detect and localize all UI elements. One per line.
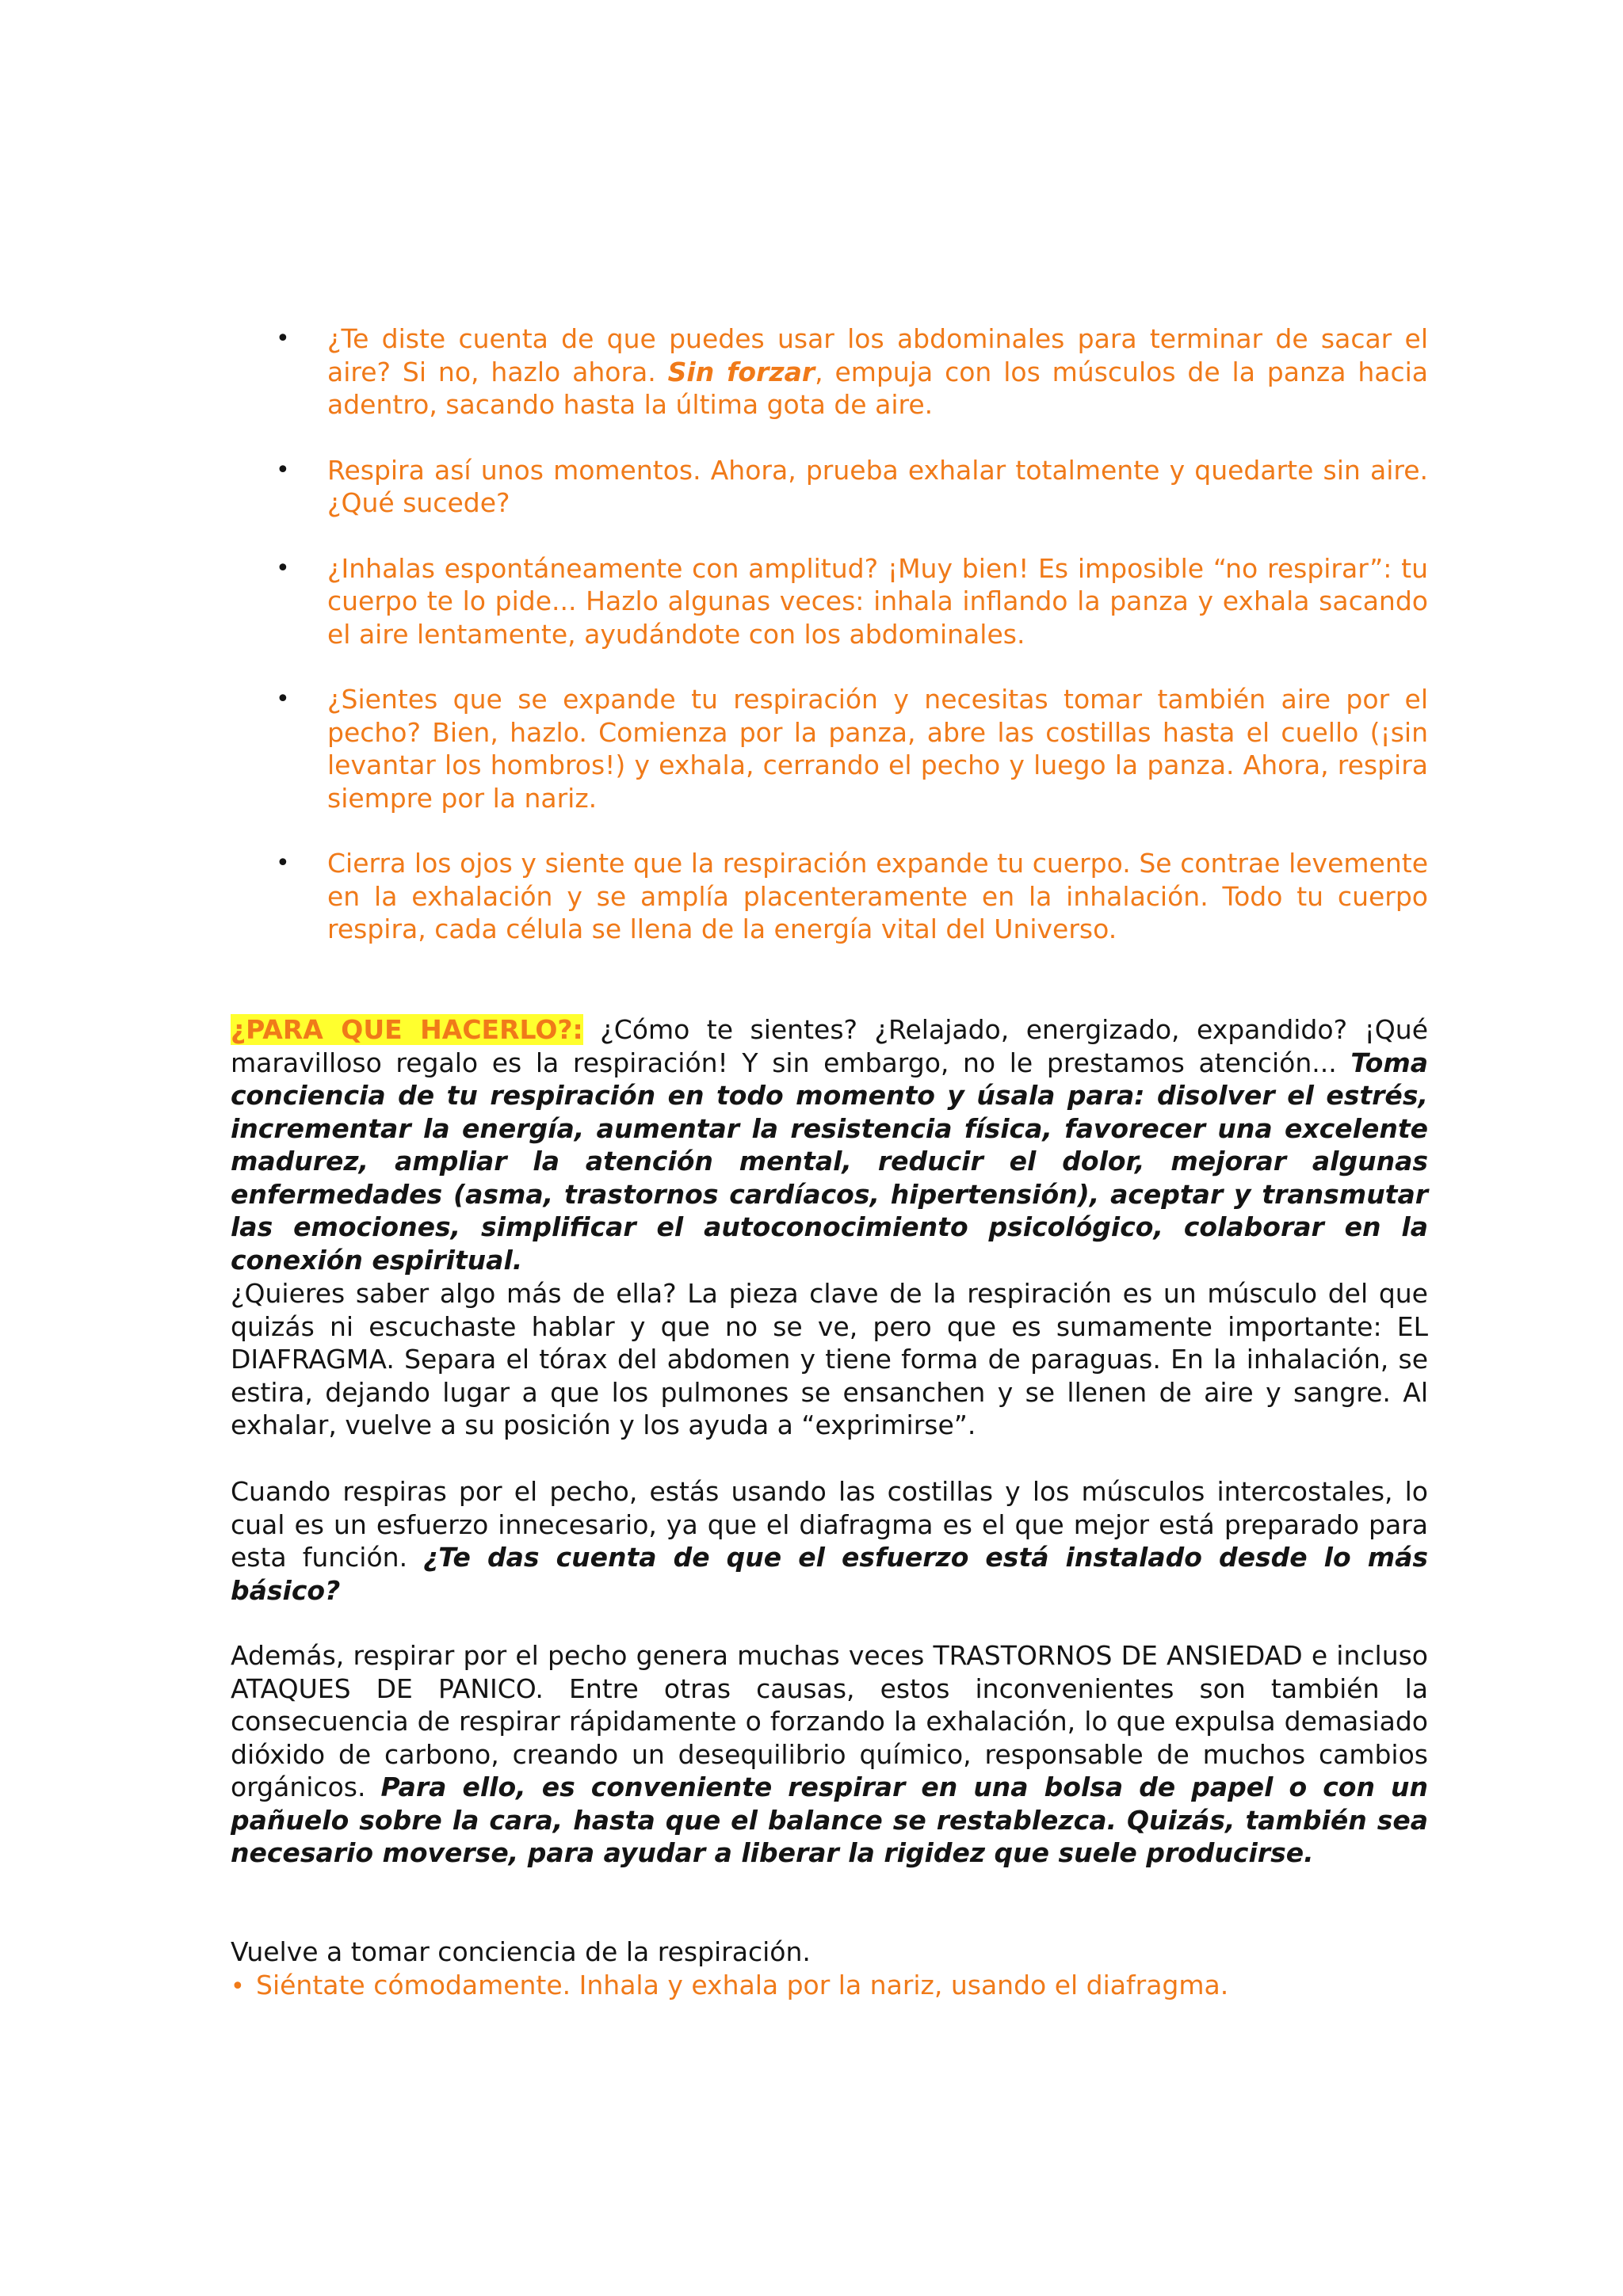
bullet-text: ¿Inhalas espontáneamente con amplitud? ¡Muy bien! Es imposible “no respirar”: tu cuerpo te lo pide... Hazlo algunas veces: inhala inflando la panza y exhala sacando el aire lentamente, ayudándote con los abdominales. (327, 552, 1428, 650)
bullet-emphasis: Sin forzar (667, 356, 815, 387)
ansiedad-text: Además, respirar por el pecho genera muchas veces TRASTORNOS DE ANSIEDAD e incluso ATAQUES DE PANICO. Entre otras causas, estos inconvenientes son también la consecuencia de respirar rápidamente o forzando la exhalación, lo que expulsa demasiado dióxido de carbono, creando un desequilibrio químico, responsable de muchos cambios orgánicos. (231, 1640, 1428, 1802)
bullet-dot-icon: • (276, 554, 290, 582)
pecho-text: Cuando respiras por el pecho, estás usando las costillas y los músculos intercostales, lo cual es un esfuerzo innecesario, ya que el diafragma es el que mejor está preparado para esta función. (231, 1476, 1428, 1573)
bullet-text: ¿Te diste cuenta de que puedes usar los abdominales para terminar de sacar el aire? Si no, hazlo ahora. (327, 323, 1428, 387)
bullet-item-sientate (231, 1969, 1428, 2004)
pecho-paragraph (231, 1475, 1428, 1607)
bullet-text: ¿Sientes que se expande tu respiración y necesitas tomar también aire por el pecho? Bien, hazlo. Comienza por la panza, abre las costillas hasta el cuello (¡sin levantar los hombros!) y exhala, cerrando el pecho y luego la panza. Ahora, respira siempre por la nariz. (327, 684, 1428, 814)
bullet-text: Respira así unos momentos. Ahora, prueba exhalar totalmente y quedarte sin aire. ¿Qué sucede? (327, 454, 1428, 518)
bullet-text: , empuja con los músculos de la panza hacia adentro, sacando hasta la última gota de aire. (327, 356, 1428, 420)
bullet-item-cierra (233, 847, 1428, 946)
ansiedad-paragraph (231, 1639, 1428, 1870)
bullet-dot-icon: • (276, 849, 290, 877)
bullet-text: Cierra los ojos y siente que la respiración expande tu cuerpo. Se contrae levemente en la exhalación y se amplía placenteramente en la inhalación. Todo tu cuerpo respira, cada célula se llena de la energía vital del Universo. (327, 848, 1428, 944)
ansiedad-emphasis: Para ello, es conveniente respirar en una bolsa de papel o con un pañuelo sobre la cara, hasta que el balance se restablezca. Quizás, también sea necesario moverse, para ayudar a liberar la rigidez que suele producirse. (231, 1772, 1428, 1868)
bullet-dot-icon: • (276, 685, 290, 713)
bullet-item-sientes (233, 683, 1428, 814)
para-que-heading: ¿PARA QUE HACERLO?: (231, 1014, 583, 1045)
diafragma-paragraph (231, 1277, 1428, 1442)
para-que-emphasis: Toma conciencia de tu respiración en todo momento y úsala para: disolver el estrés, incrementar la energía, aumentar la resistencia física, favorecer una excelente madurez, ampliar la atención mental, reducir el dolor, mejorar algunas enfermedades (asma, trastornos cardíacos, hipertensión), aceptar y transmutar las emociones, simplificar el autoconocimiento psicológico, colaborar en la conexión espiritual. (231, 1047, 1428, 1276)
bullet-dot-icon: • (276, 456, 290, 484)
vuelve-paragraph (231, 1936, 1428, 1969)
bullet-item-inhalas (233, 552, 1428, 651)
bullet-dot-icon: • (231, 1973, 245, 2000)
diafragma-text: ¿Quieres saber algo más de ella? La pieza clave de la respiración es un músculo del que quizás ni escuchaste hablar y que no se ve, pero que es sumamente importante: EL DIAFRAGMA. Separa el tórax del abdomen y tiene forma de paraguas. En la inhalación, se estira, dejando lugar a que los pulmones se ensanchen y se llenen de aire y sangre. Al exhalar, vuelve a su posición y los ayuda a “exprimirse”. (231, 1278, 1428, 1440)
instruction-bullet-list (233, 322, 1428, 978)
bullet-item-abdominales (233, 322, 1428, 421)
vuelve-text: Vuelve a tomar conciencia de la respiración. (231, 1936, 811, 1967)
bullet-text: Siéntate cómodamente. Inhala y exhala por la nariz, usando el diafragma. (256, 1970, 1229, 2000)
bullet-item-respira (233, 454, 1428, 520)
bullet-dot-icon: • (276, 325, 290, 353)
pecho-emphasis: ¿Te das cuenta de que el esfuerzo está instalado desde lo más básico? (231, 1542, 1429, 1606)
para-que-text: ¿Cómo te sientes? ¿Relajado, energizado, expandido? ¡Qué maravilloso regalo es la respiración! Y sin embargo, no le prestamos atención... (231, 1014, 1428, 1078)
para-que-paragraph (231, 1013, 1428, 1276)
